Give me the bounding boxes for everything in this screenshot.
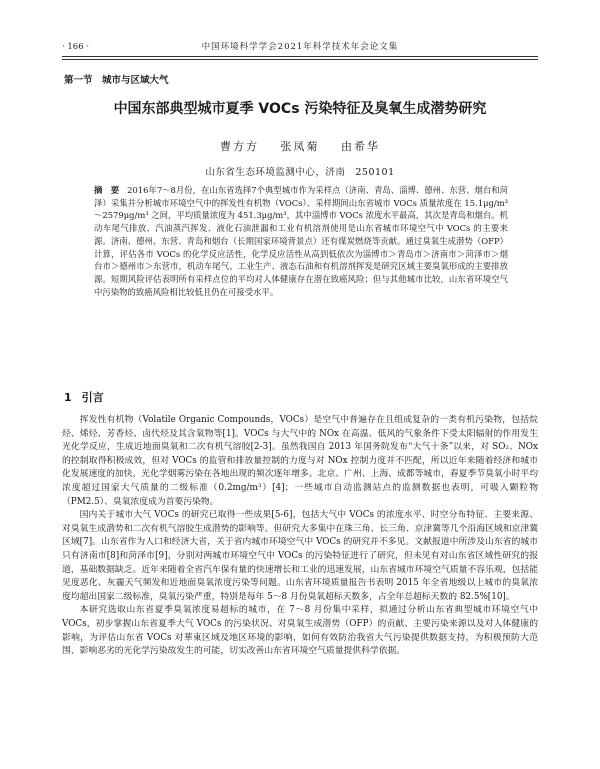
paper-title: 中国东部典型城市夏季 VOCs 污染特征及臭氧生成潜势研究 [113,101,487,117]
author: 由希华 [341,140,380,153]
author: 张凤菊 [280,140,320,153]
author-list [0,138,600,154]
page-number: · 166 · [62,42,90,52]
body-paragraph: 国内关于城市大气 VOCs 的研究已取得一些成果[5-6]，包括大气中 VOCs 的浓度水平、时空分布特征、主要来源、对臭氧生成潜势和二次有机气溶胶生成潜势的影响等。但研究大多集中在珠三角、长三角、京津冀等几个沿海区域和京津冀区域[7]。山东省作为人口和经济大省，关于省内城市环境空气中 VOCs 的研究并不多见。文献报道中所涉及山东省的城市只有济南市[8]和菏泽市[9]，分别对两城市环境空气中 VOCs 的污染特征进行了研究，但未见有对山东省区域性研究的报道，基础数据缺乏。近年来随着全省汽车保有量的快速增长和工业的迅速发展，山东省城市环境空气质量不容乐观，包括能见度恶化、灰霾天气频发和近地面臭氧浓度污染等问题。山东省环境质量报告书表明 2015 年全省地级以上城市的臭氧浓度均超出国家二级标准，臭氧污染严重，特别是每年 5～8 月份臭氧超标天数多，占全年总超标天数的 82.5%[10]。 [62,510,538,602]
header-rule [62,56,538,60]
abstract [94,184,508,298]
section-heading [64,389,104,405]
author: 曹方方 [220,140,259,153]
section-number: 1 [64,391,72,404]
body-paragraph: 本研究选取山东省夏季臭氧浓度易超标的城市，在 7～8 月份集中采样，拟通过分析山东省典型城市环境空气中 VOCs，初步掌握山东省夏季大气 VOCs 的污染状况、对臭氧生成潜势（OFP）的贡献、主要污染来源以及对人体健康的影响，为评估山东省 VOCs 对華東区域及地区环境的影响，如何有效防治我省大气污染提供数据支持，为积极预防大范围、影响恶劣的光化学污染故发生的可能，切实改善山东省环境空气质量提供科学依据。 [62,605,538,657]
section-label: 第一节 城市与区域大气 [64,75,169,86]
body-paragraph: 挥发性有机物（Volatile Organic Compounds，VOCs）是空气中普遍存在且组成复杂的一类有机污染物，包括烷烃、烯烃、芳香烃、卤代烃及其含氧物等[1]。VOCs 与大气中的 NOx 在高温、低风的气象条件下受太阳辐射的作用发生光化学反应，生成近地面臭氧和二次有机气溶胶[2-3]。虽然我国自 2013 年国务院发布“大气十条”以来，对 SO₂、NOx 的控制取得积极成效，但对 VOCs 的监管和排放量控制的力度与对 NOx 控制力度并不匹配，所以近年来随着经济和城市化发展速度的加快，光化学烟雾污染在各地出现的频次逐年增多。北京、广州、上海、成都等城市，春夏季节臭氧小时平均浓度超过国家大气质量的二级标准（0.2mg/m³）[4]；一些城市自动监测站点的监测数据也表明，可吸入颗粒物（PM2.5）、臭氧浓度成为首要污染物。 [62,415,538,507]
running-header [62,40,538,52]
abstract-label: 摘 要 [94,185,120,195]
abstract-text: 2016年7～8月份，在山东省选择7个典型城市作为采样点（济南、青岛、淄博、德州、东营、烟台和菏泽）采集并分析城市环境空气中的挥发性有机物（VOCs）。采样期间山东省城市 VOCs 质量浓度在 15.1μg/m³～2579μg/m³ 之间，平均质量浓度为 451.3μg/m³，其中淄博市 VOCs 浓度水平最高，其次是青岛和烟台。机动车尾气排放、汽油蒸汽挥发、液化石油泄漏和工业有机溶剂使用是山东省城市环境空气中 VOCs 的主要来源。济南、德州、东营、青岛和烟台（长期国家环境背景点）还有煤炭燃烧等贡献。通过臭氧生成潜势（OFP）计算，评估各市 VOCs 的化学反应活性，化学反应活性从高到低依次为淄博市＞青岛市＞济南市＞菏泽市＞烟台市＞德州市＞东营市，机动车尾气、工业生产、液态石油和有机溶剂挥发是研究区域主要臭氧形成的主要排放源。短期风险评估表明所有采样点位的平均对人体健康存在潜在致癌风险；但与其他城市比较，山东省环境空气中污染物的致癌风险相比较低且仍在可接受水平。 [94,185,509,297]
intro-body [62,414,538,659]
affiliation: 山东省生态环境监测中心，济南 250101 [205,167,395,178]
section-heading-text: 引言 [81,391,104,404]
journal-title: 中国环境科学学会2021年科学技术年会论文集 [201,42,399,52]
